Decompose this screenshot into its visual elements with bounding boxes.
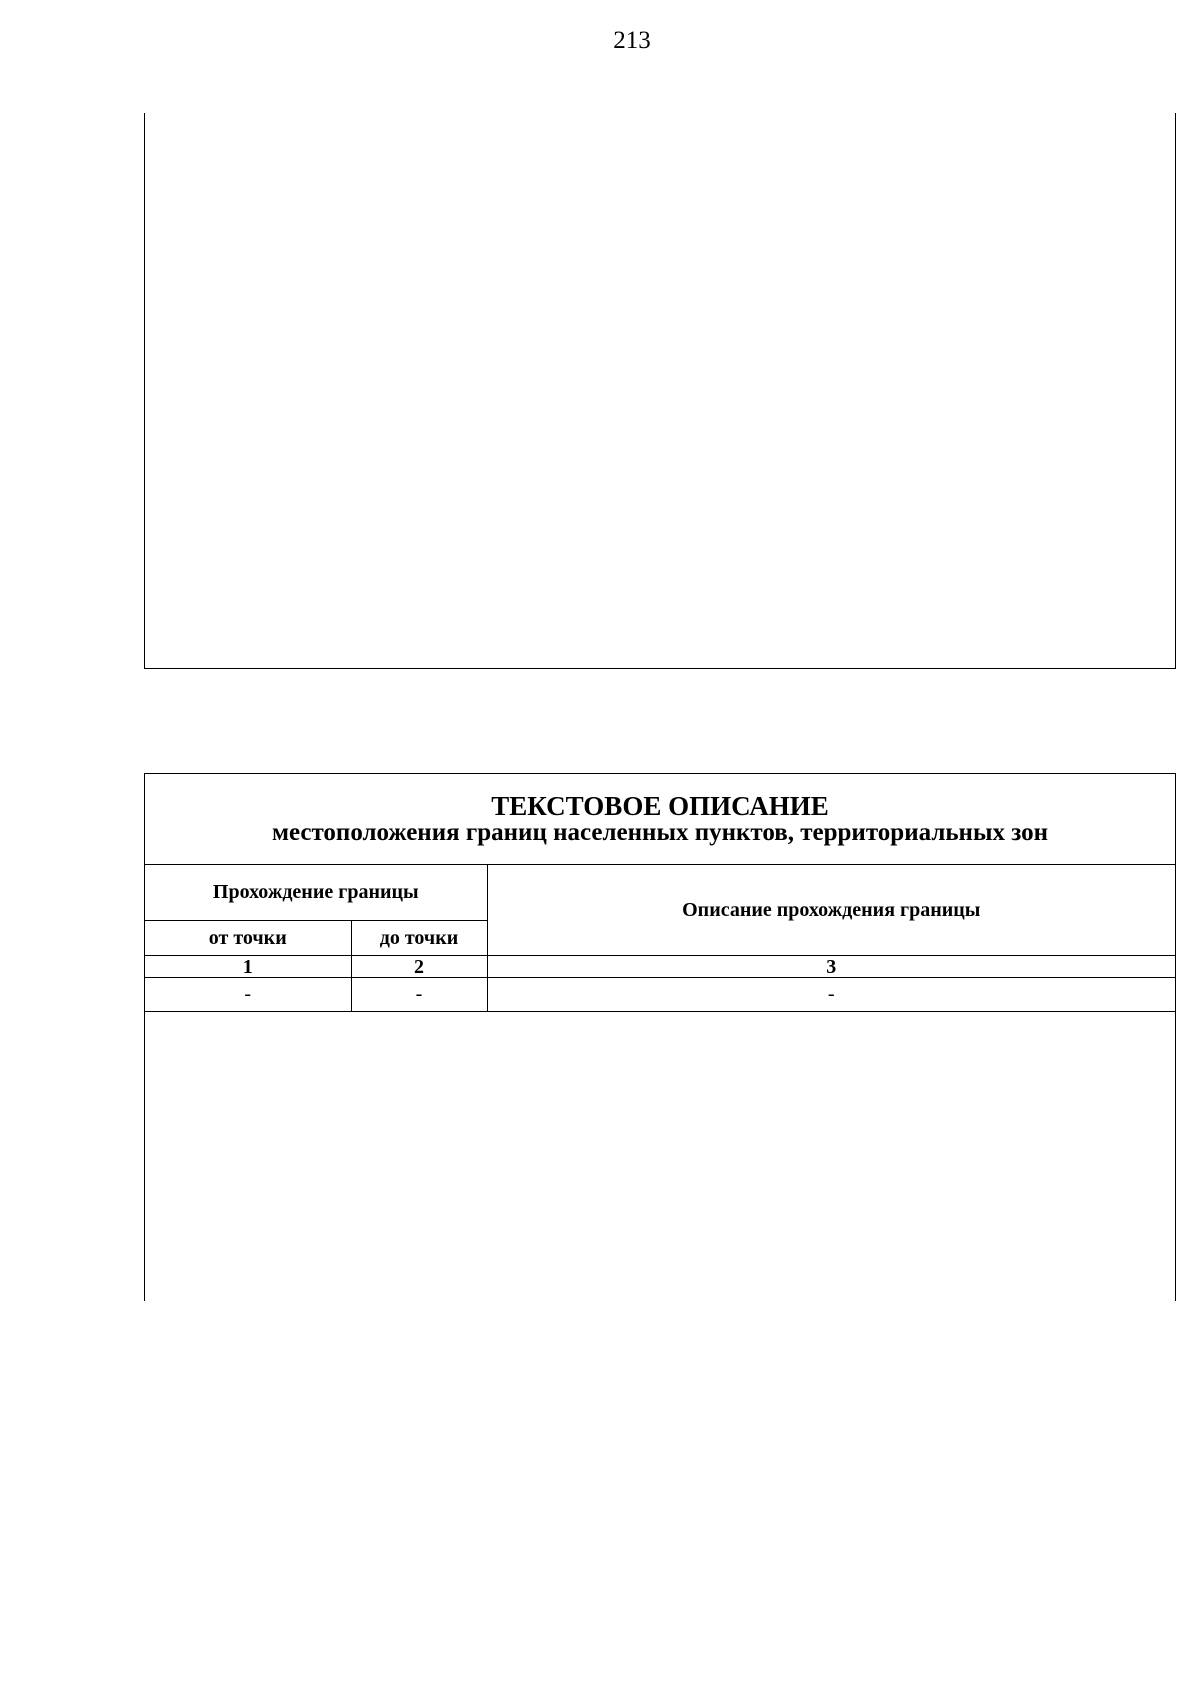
from-point-cell: -	[145, 978, 351, 1012]
upper-frame	[144, 113, 1176, 669]
column-number-2: 2	[351, 956, 487, 978]
column-number-3: 3	[487, 956, 1175, 978]
document-title: ТЕКСТОВОЕ ОПИСАНИЕ	[491, 791, 829, 821]
page-number: 213	[613, 27, 651, 54]
title-block	[145, 774, 1175, 865]
passage-header: Прохождение границы	[145, 865, 487, 921]
boundary-table	[145, 865, 1175, 1012]
to-point-cell: -	[351, 978, 487, 1012]
description-frame	[144, 773, 1176, 1301]
from-point-header: от точки	[145, 921, 351, 956]
document-subtitle: местоположения границ населенных пунктов, территориальных зон	[271, 819, 1049, 846]
table-row	[145, 978, 1175, 1012]
column-number-1: 1	[145, 956, 351, 978]
description-header: Описание прохождения границы	[487, 865, 1175, 956]
to-point-header: до точки	[351, 921, 487, 956]
description-cell: -	[487, 978, 1175, 1012]
